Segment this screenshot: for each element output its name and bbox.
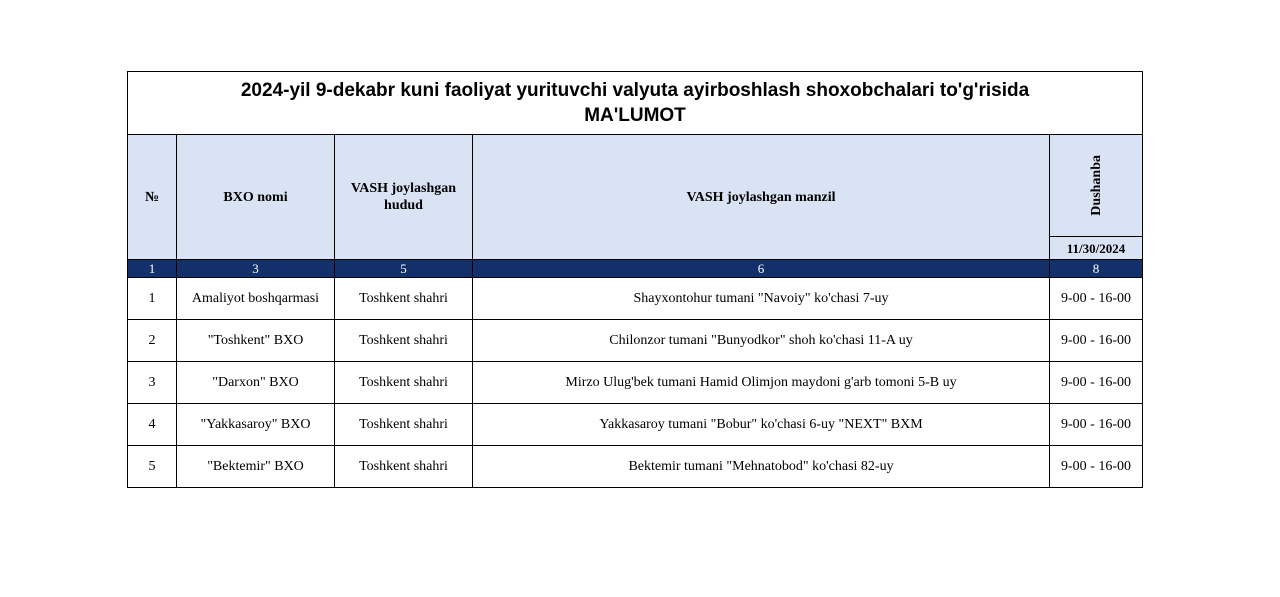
column-number-row [128,260,1143,278]
row-name: "Darxon" BXO [177,362,335,404]
header-date: 11/30/2024 [1050,237,1143,260]
header-address: VASH joylashgan manzil [473,135,1050,260]
row-hours: 9-00 - 16-00 [1050,446,1143,488]
column-number: 6 [473,260,1050,278]
row-num: 2 [128,320,177,362]
row-region: Toshkent shahri [335,404,473,446]
row-address: Yakkasaroy tumani "Bobur" ko'chasi 6-uy "NEXT" BXM [473,404,1050,446]
table-row [128,446,1143,488]
row-num: 5 [128,446,177,488]
row-name: "Toshkent" BXO [177,320,335,362]
table-row [128,404,1143,446]
row-region: Toshkent shahri [335,278,473,320]
row-num: 1 [128,278,177,320]
row-hours: 9-00 - 16-00 [1050,404,1143,446]
column-number: 1 [128,260,177,278]
table-row [128,320,1143,362]
row-region: Toshkent shahri [335,320,473,362]
row-name: "Bektemir" BXO [177,446,335,488]
exchange-points-table [127,71,1143,488]
row-address: Chilonzor tumani "Bunyodkor" shoh ko'chasi 11-A uy [473,320,1050,362]
header-day: Dushanba [1088,155,1104,216]
document-title [128,72,1143,135]
row-num: 4 [128,404,177,446]
row-hours: 9-00 - 16-00 [1050,362,1143,404]
row-name: "Yakkasaroy" BXO [177,404,335,446]
title-line-1: 2024-yil 9-dekabr kuni faoliyat yurituvchi valyuta ayirboshlash shoxobchalari to'g'risida [240,80,1030,101]
row-address: Bektemir tumani "Mehnatobod" ko'chasi 82-uy [473,446,1050,488]
title-line-2: MA'LUMOT [584,105,686,126]
header-region: VASH joylashgan hudud [335,135,473,260]
header-day-cell [1050,135,1143,237]
row-address: Mirzo Ulug'bek tumani Hamid Olimjon maydoni g'arb tomoni 5-B uy [473,362,1050,404]
row-num: 3 [128,362,177,404]
table-row [128,362,1143,404]
row-hours: 9-00 - 16-00 [1050,320,1143,362]
title-row [128,72,1143,135]
row-region: Toshkent shahri [335,446,473,488]
row-region: Toshkent shahri [335,362,473,404]
header-num: № [128,135,177,260]
table-row [128,278,1143,320]
header-name: BXO nomi [177,135,335,260]
row-name: Amaliyot boshqarmasi [177,278,335,320]
row-address: Shayxontohur tumani "Navoiy" ko'chasi 7-uy [473,278,1050,320]
column-number: 5 [335,260,473,278]
column-number: 3 [177,260,335,278]
row-hours: 9-00 - 16-00 [1050,278,1143,320]
header-row [128,135,1143,237]
column-number: 8 [1050,260,1143,278]
